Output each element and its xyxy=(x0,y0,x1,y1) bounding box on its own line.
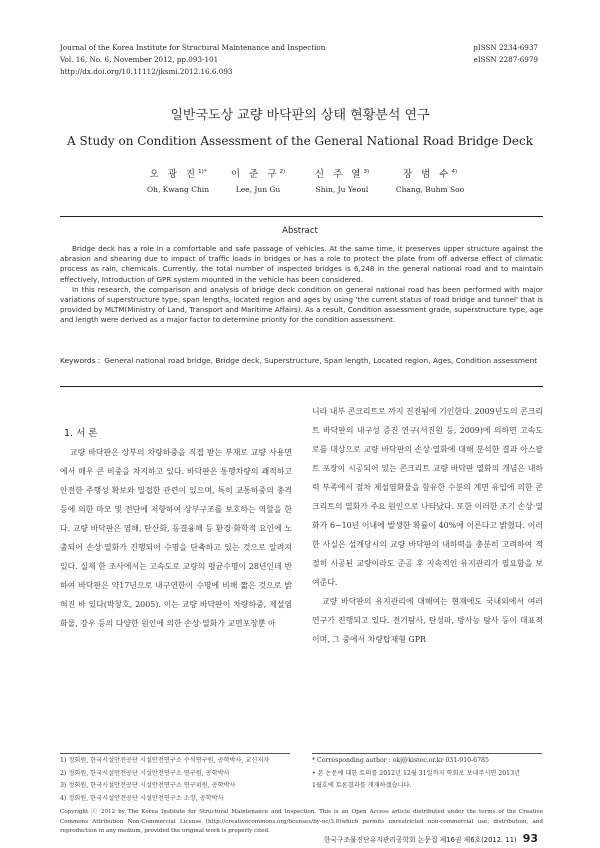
footnote-rule-right xyxy=(312,753,542,754)
abstract-paragraph: Bridge deck has a role in a comfortable and safe passage of vehicles. At the same time, it preserves upper structure against the abrasion and shearing due to impact of traffic loads in bridges or has a role to protect the plate from off adverse effect of climatic process as rain, chemicals. Currently, the total number of inspected bridges is 6,248 in the general national road and to maintain effectively, Introduction of GPR system mounted in the vehicle has been considered. xyxy=(60,244,543,284)
body-paragraph: 니라 내부 콘크리트로 까지 진전됨에 기인한다. 2009년도의 콘크리트 바닥판의 내구성 증진 연구(서진원 등, 2009)에 의하면 고속도로를 대상으로 교량 바닥판의 손상·열화에 대해 분석한 결과 아스팔트 포장이 시공되어 있는 콘크리트 교량 바닥판 열화의 개념은 내하력 부족에서 점차 제설염화물을 함유한 수분의 계면 유입에 의한 콘크리트의 열화가 주요 원인으로 나타났다. 또한 이러한 조기 손상·열화가 6~10년 이내에 발생한 확률이 40%에 이른다고 밝혔다. 이러한 사실은 설계당시의 교량 바닥판의 내하력을 충분히 고려하여 적절히 시공된 교량이라도 준공 후 지속적인 유지관리가 필요함을 보여준다. xyxy=(312,407,543,587)
discussion-note: • 본 논문에 대한 토의를 2012년 12월 31일까지 학회로 보내주시면 2013년 xyxy=(312,769,521,777)
corresponding-author: * Corresponding author : okj@kistec.or.kr 031-910-6785 xyxy=(312,757,489,764)
author-affil-mark: 1)* xyxy=(198,168,207,175)
keywords-text: General national road bridge, Bridge deck, Superstructure, Span length, Located region, Ages, Condition assessment xyxy=(104,356,538,365)
eissn: eISSN 2287-6979 xyxy=(473,55,538,64)
journal-name: Journal of the Korea Institute for Structural Maintenance and Inspection xyxy=(60,43,326,52)
author-affil-mark: 3) xyxy=(363,168,370,175)
page-footer xyxy=(324,832,538,845)
keywords-label: Keywords : xyxy=(60,356,101,365)
doi-link[interactable]: http://dx.doi.org/10.11112/jksmi.2012.16.6.093 xyxy=(60,67,233,76)
author-4 xyxy=(370,166,490,194)
section-heading: 1. 서 론 xyxy=(64,428,98,439)
author-name-en: Lee, Jun Gu xyxy=(235,185,281,194)
left-column xyxy=(60,443,292,633)
body-paragraph: 교량 바닥판의 유지관리에 대해여는 현재에도 국내외에서 여러 연구가 진행되고 있다. 전기탐사, 탄성파, 방사능 탐사 등이 대표적이며, 그 중에서 차량탑재형 GPR xyxy=(312,597,543,644)
author-name-en: Shin, Ju Yeoul xyxy=(315,185,369,194)
copyright-notice: Copyright ⓒ 2012 by The Korea Institute for Structural Maintenance and Inspection. This is an Open Access article distributed under the terms of the Creative Commons Attribution Non-Commercial License (http://creativecommons.org/licenses/by-nc/3.0)which permits unrestricted non-commercial use, distribution, and reproduction in any medium, provided the original work is properly cited. xyxy=(60,809,543,835)
author-name-ko: 신 주 열 xyxy=(314,169,364,180)
footnote-rule-left xyxy=(60,753,290,754)
issn-block xyxy=(473,42,538,66)
author-name-ko: 이 준 구 xyxy=(230,169,280,180)
footnote: 2) 정회원, 한국시설안전공단 시설안전연구소 연구원, 공학박사 xyxy=(60,769,230,777)
page-number: 93 xyxy=(522,832,538,845)
keywords xyxy=(60,356,543,366)
footnote: 1) 정회원, 한국시설안전공단 시설안전연구소 수석연구원, 공학박사, 교신저자 xyxy=(60,757,270,764)
title-english: A Study on Condition Assessment of the General National Road Bridge Deck xyxy=(66,134,533,148)
right-column xyxy=(312,402,543,649)
author-footnotes xyxy=(60,755,295,805)
footnote: 4) 정회원, 한국시설안전공단 시설안전연구소 소장, 공학박사 xyxy=(60,794,224,802)
author-affil-mark: 2) xyxy=(279,168,286,175)
journal-volume: Vol. 16, No. 6, November 2012, pp.093-101 xyxy=(60,55,219,64)
author-name-en: Chang, Buhm Soo xyxy=(395,185,465,194)
body-paragraph: 교량 바닥판은 상부의 차량하중을 직접 받는 부재로 교량 사용면에서 매우 큰 비중을 차지하고 있다. 바닥판은 통행차량의 쾌적하고 안전한 주행성 확보와 밀접한 관련이 있으며, 특히 교통하중의 충격 등에 의한 마모 및 전단에 저항하여 상부구조를 보호하는 역할을 한다. 교량 바닥판은 염해, 탄산화, 동결융해 등 환경·화학적 요인에 노출되어 손상·열화가 진행되어 수명을 단축하고 있는 것으로 알려져 있다. 실제 한 조사에서는 고속도로 교량의 평균수명이 28년인데 반하여 바닥판은 약17년으로 내구연한이 수명에 비해 짧은 것으로 밝혀진 바 있다(박창호, 2005). 이는 교량 바닥판이 차량하중, 제설염화물, 강우 등의 다양한 원인에 의한 손상·열화가 교면포장뿐 아 xyxy=(60,448,292,628)
abstract-top-rule xyxy=(60,216,543,217)
title-korean: 일반국도상 교량 바닥판의 상태 현황분석 연구 xyxy=(170,108,430,123)
abstract-heading: Abstract xyxy=(282,226,318,236)
footnote: 3) 정회원, 한국시설안전공단 시설안전연구소 연구위원, 공학박사 xyxy=(60,782,236,789)
author-affil-mark: 4) xyxy=(451,168,458,175)
footer-journal: 한국구조물진단유지관리공학회 논문집 제16권 제6호(2012. 11) xyxy=(323,836,517,844)
pissn: pISSN 2234-6937 xyxy=(473,43,538,52)
journal-header xyxy=(60,42,325,78)
author-name-ko: 오 광 진 xyxy=(149,169,199,180)
abstract-body xyxy=(60,244,543,326)
abstract-bottom-rule xyxy=(60,386,543,387)
author-name-ko: 장 범 수 xyxy=(402,169,452,180)
discussion-note: 1월호에 토론결과를 게재하겠습니다. xyxy=(312,782,412,789)
abstract-paragraph: In this research, the comparison and analysis of bridge deck condition on general national road has been performed with major variations of superstructure type, span lengths, located region and ages by using 'the current status of road bridge and tunnel' that is provided by MLTM(Ministry of Land, Transport and Maritime Affairs). As a result, Condition assessment grade, superstructure type, age and length were derived as a major factor to determine priority for the condition assessment. xyxy=(60,284,543,325)
correspondence-footnotes xyxy=(312,755,543,793)
author-name-en: Oh, Kwang Chin xyxy=(146,185,210,194)
